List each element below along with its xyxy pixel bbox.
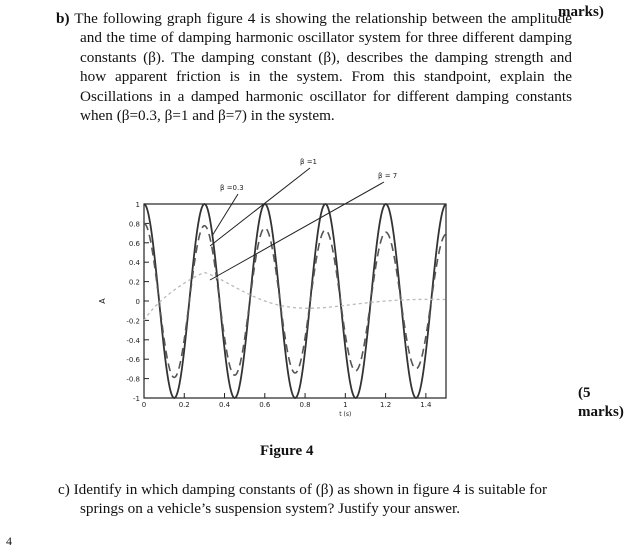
annotation-leader	[212, 194, 238, 236]
question-c	[58, 480, 548, 518]
y-tick-label: 0.8	[128, 220, 140, 229]
annotation-label: β =1	[300, 158, 318, 166]
x-axis-label: t (s)	[339, 411, 352, 418]
y-tick-label: 0.6	[128, 239, 140, 248]
y-tick-label: -1	[133, 395, 140, 403]
x-tick-label: 0	[141, 401, 147, 409]
figure-caption: Figure 4	[260, 443, 314, 459]
question-b	[56, 9, 572, 125]
y-tick-label: -0.6	[126, 356, 140, 365]
x-tick-label: 0.8	[299, 401, 311, 409]
y-tick-label: 0.2	[128, 278, 140, 287]
x-tick-label: 0.6	[259, 401, 271, 409]
x-tick-label: 1.4	[420, 401, 432, 409]
question-b-text: The following graph figure 4 is showing the relationship between the amplitude and the time of damping harmonic oscillator system for three different damping constants (β). The damping constant (β), describes the damping strength and how apparent friction is in the system. From this standpoint, explain the Oscillations in a damped harmonic oscillator for different damping constants when (β=0.3, β=1 and β=7) in the system.	[74, 10, 572, 125]
y-tick-label: -0.4	[126, 336, 140, 345]
marks-side-line1: (5	[578, 385, 591, 401]
annotation-label: β = 7	[378, 172, 398, 180]
y-tick-label: 0.4	[128, 259, 140, 268]
marks-side-line2: marks)	[578, 404, 624, 420]
x-tick-label: 1	[343, 401, 348, 409]
y-axis-label: A	[98, 298, 107, 304]
question-b-label: b)	[56, 10, 70, 27]
y-tick-label: 1	[135, 201, 140, 209]
x-tick-label: 0.2	[178, 401, 190, 409]
y-tick-label: -0.8	[126, 375, 140, 384]
x-tick-label: 0.4	[218, 401, 231, 409]
figure-4	[88, 150, 448, 420]
question-c-text: Identify in which damping constants of (β) as shown in figure 4 is suitable for springs on a vehicle’s suspension system? Justify your answer.	[73, 481, 547, 517]
damping-chart	[88, 150, 448, 420]
x-tick-label: 1.2	[380, 401, 392, 409]
annotation-label: β =0.3	[220, 184, 244, 192]
y-tick-label: 0	[135, 298, 140, 306]
annotation-leader	[210, 168, 310, 246]
marks-label-top: marks)	[558, 4, 604, 20]
y-tick-label: -0.2	[126, 317, 140, 326]
page-mark: 4	[6, 534, 12, 548]
question-c-label: c)	[58, 481, 70, 498]
marks-label-side	[578, 384, 632, 422]
